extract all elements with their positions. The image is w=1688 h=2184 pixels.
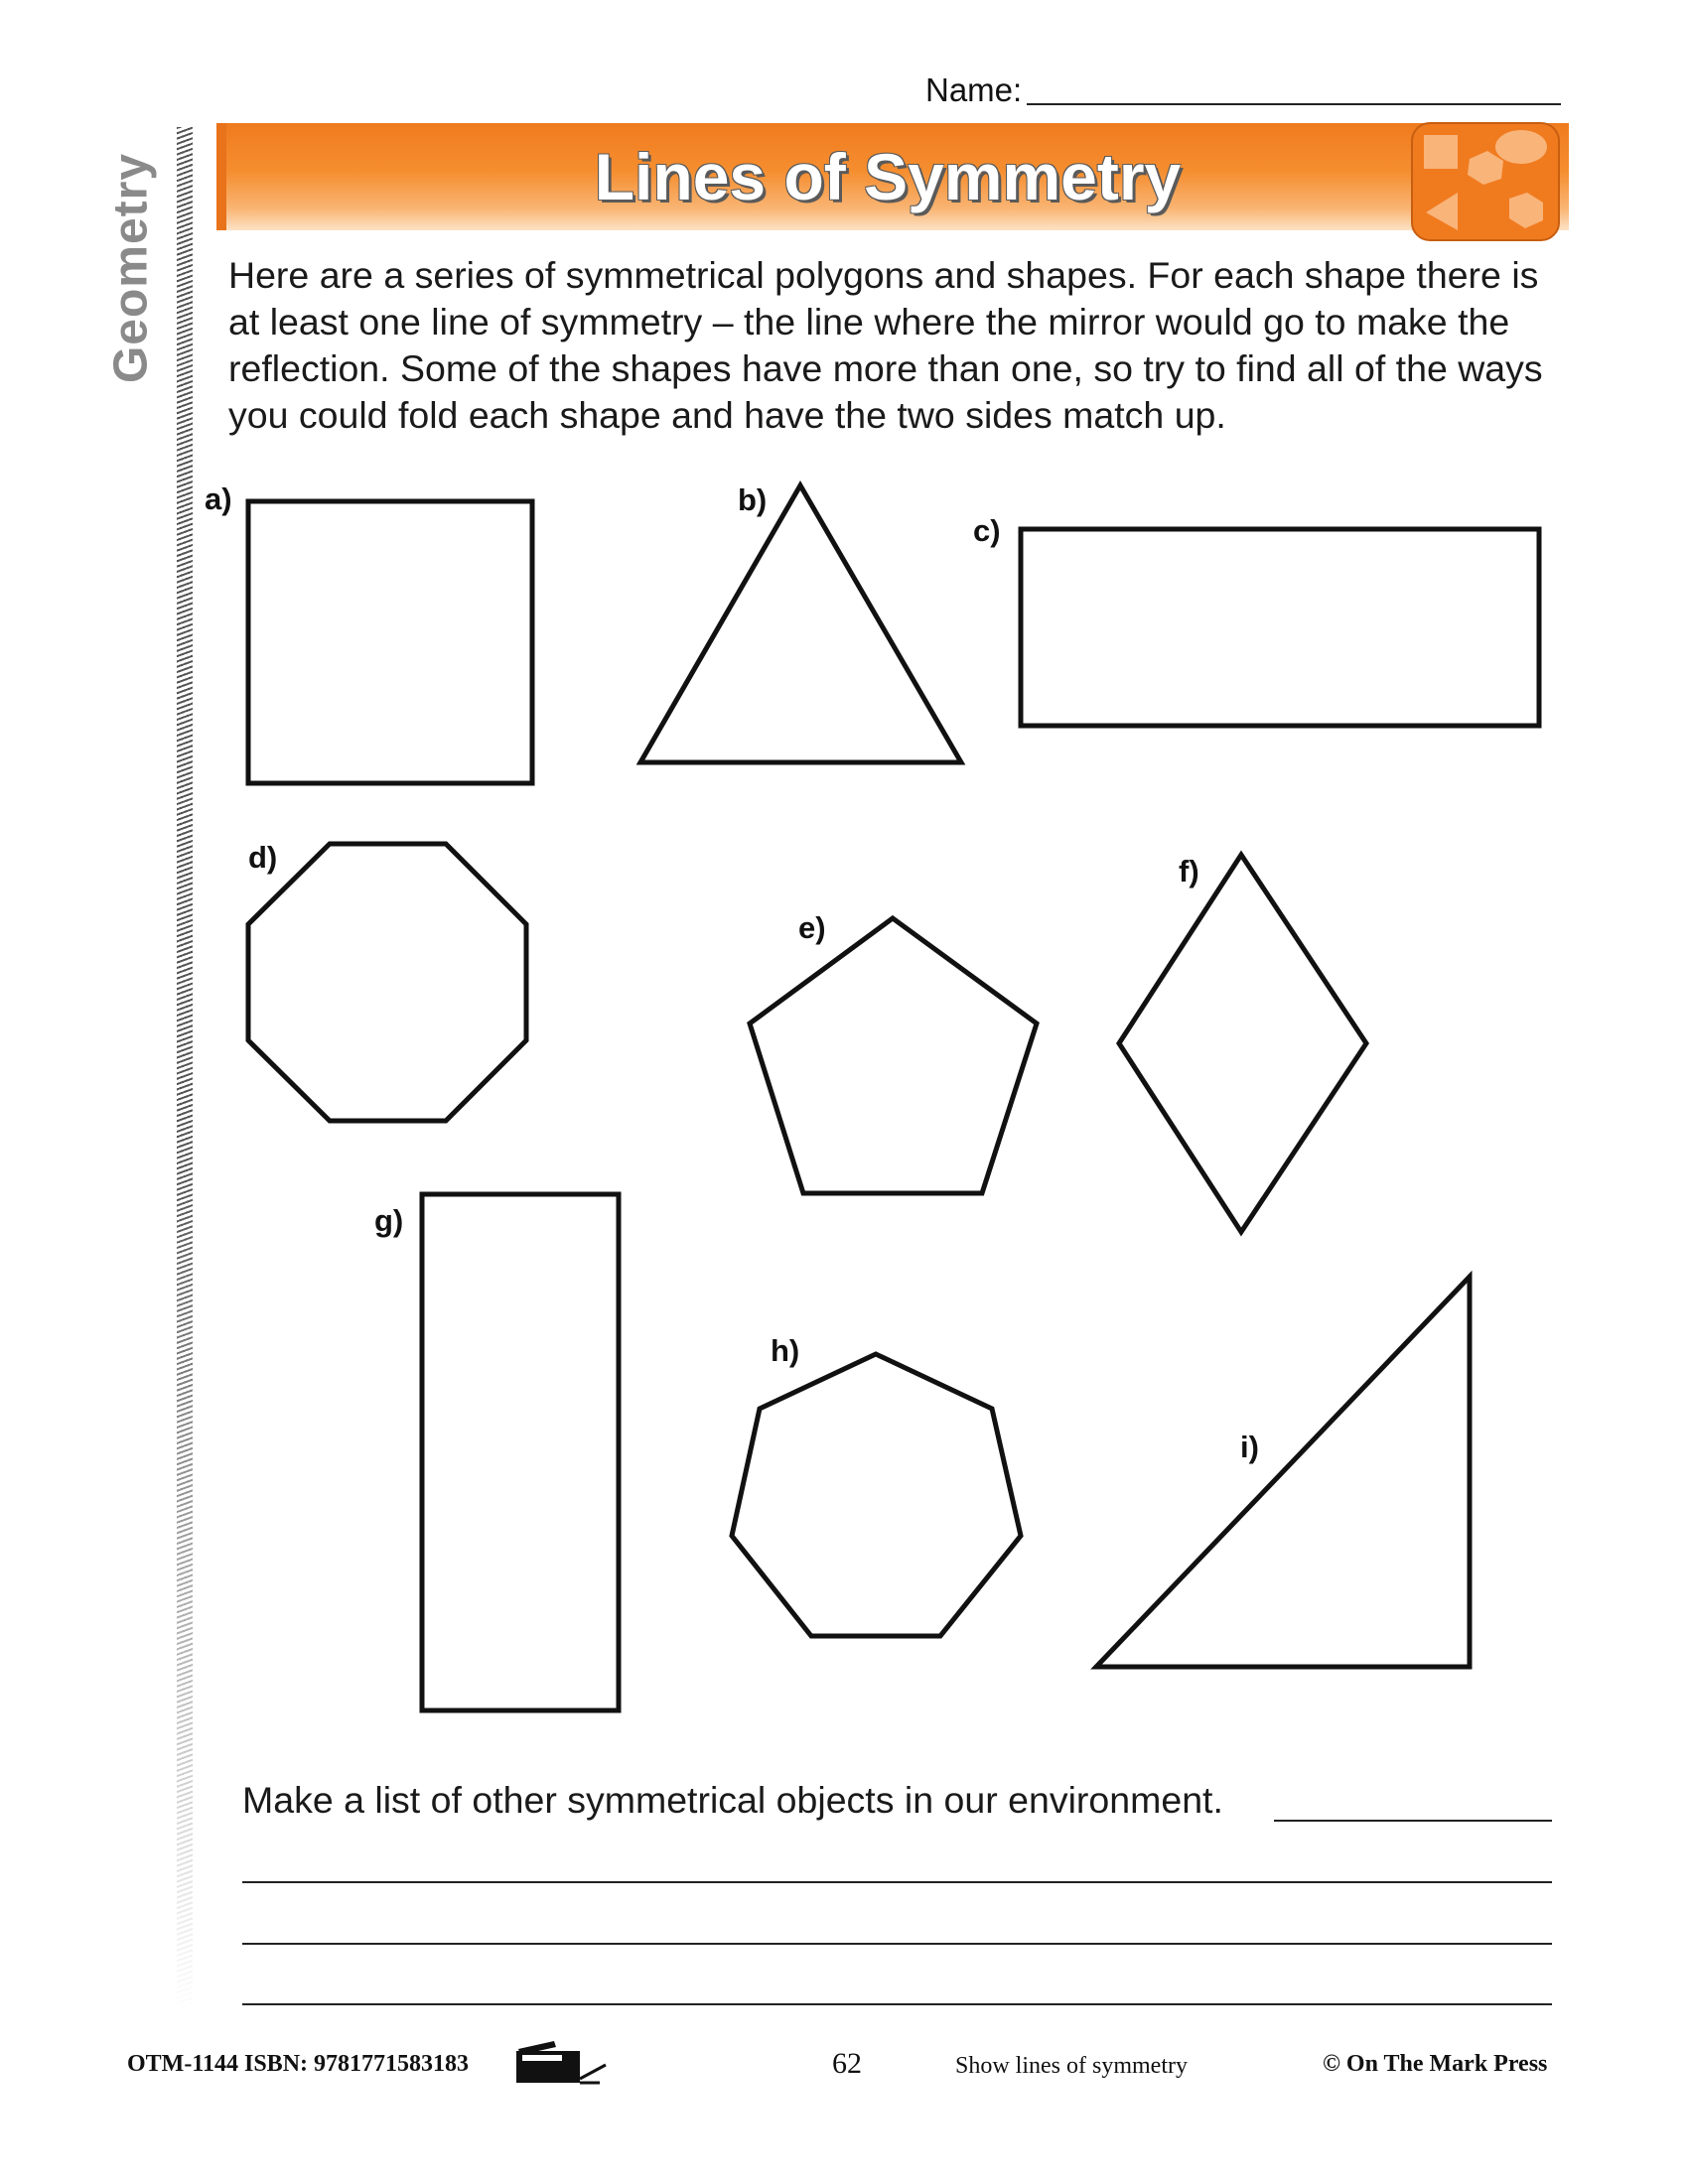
triangle-shape — [640, 485, 961, 762]
answer-line-2[interactable] — [242, 1881, 1552, 1883]
heptagon-shape — [732, 1354, 1021, 1636]
shape-label-d: d) — [248, 840, 278, 875]
tall-rectangle-shape — [422, 1194, 619, 1710]
footer-caption: Show lines of symmetry — [955, 2053, 1188, 2079]
instructions-paragraph: Here are a series of symmetrical polygons and shapes. For each shape there is at least one line of symmetry – the line where the mirror would go to make the reflection. Some of the shapes have more than one, so try to find all of the ways you could fold each shape and have the two sides match up. — [228, 254, 1543, 436]
shape-label-a: a) — [205, 481, 232, 516]
pentagon-shape — [750, 918, 1037, 1193]
shape-label-h: h) — [771, 1333, 800, 1368]
page-title: Lines of Symmetry — [594, 140, 1182, 213]
shape-label-f: f) — [1179, 854, 1199, 888]
shape-label-e: e) — [798, 910, 826, 945]
square-shape — [248, 501, 532, 783]
copier-icon — [514, 2039, 610, 2087]
shape-label-i: i) — [1240, 1430, 1259, 1464]
octagon-shape — [248, 844, 526, 1121]
right-triangle-shape — [1096, 1277, 1470, 1667]
name-label: Name: — [925, 71, 1023, 108]
shape-label-g: g) — [374, 1203, 404, 1238]
shape-label-c: c) — [973, 513, 1001, 548]
rectangle-shape — [1021, 529, 1539, 726]
shape-label-b: b) — [738, 482, 768, 517]
answer-line-4[interactable] — [242, 2003, 1552, 2005]
answer-line-1[interactable] — [1274, 1820, 1552, 1822]
page-number: 62 — [832, 2047, 862, 2080]
answer-line-3[interactable] — [242, 1943, 1552, 1945]
rhombus-shape — [1119, 855, 1366, 1232]
footer-copyright: © On The Mark Press — [1323, 2051, 1548, 2077]
footer-product-code: OTM-1144 ISBN: 9781771583183 — [127, 2051, 470, 2077]
question-text: Make a list of other symmetrical objects in our environment. — [242, 1779, 1223, 1821]
section-tab-label: Geometry — [104, 152, 158, 384]
